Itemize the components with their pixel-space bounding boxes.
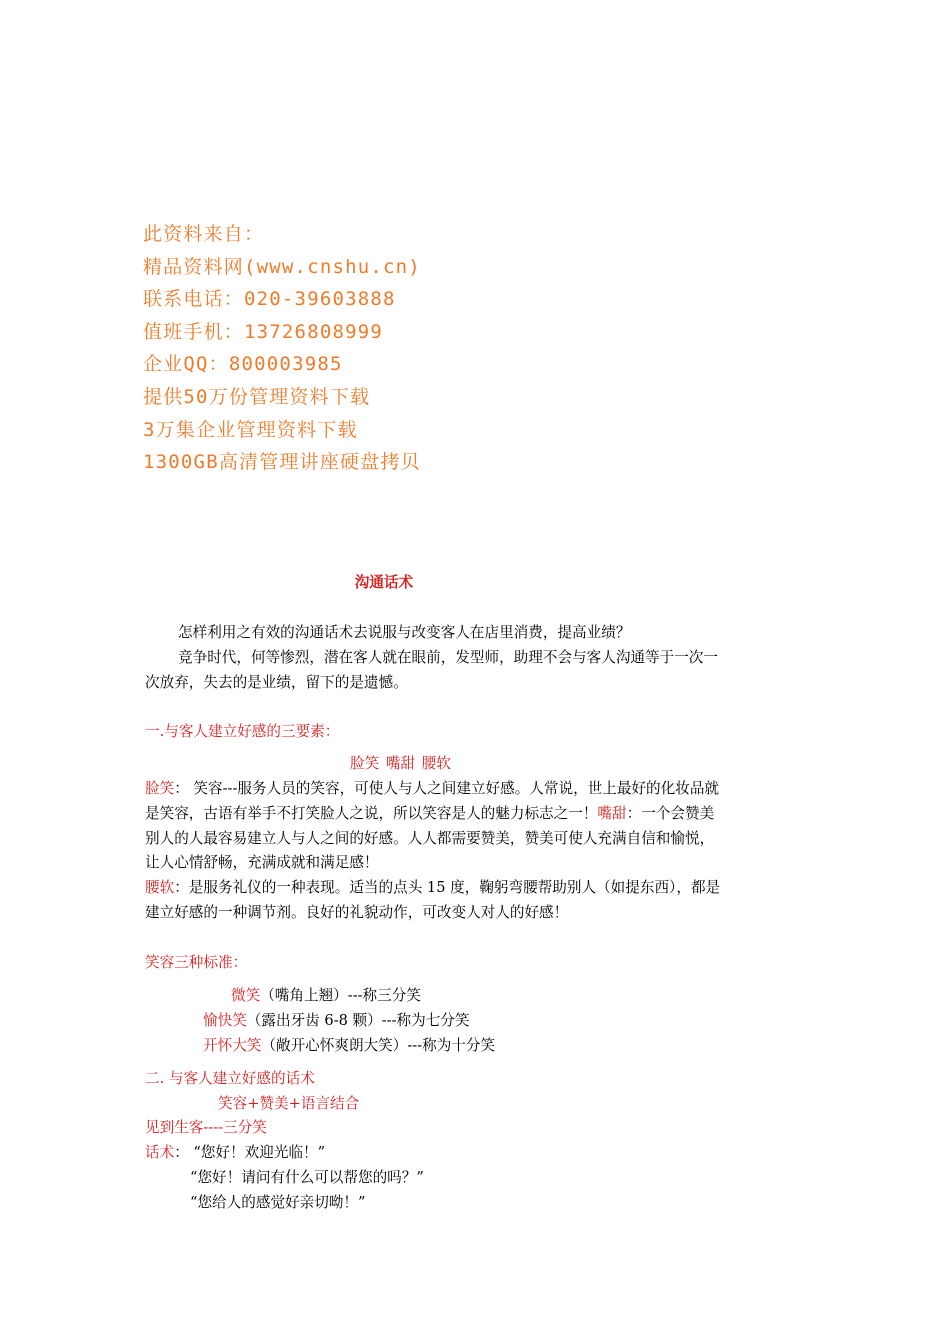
face-text: ： 笑容---服务人员的笑容，可使人与人之间建立好感。人常说，世上最好的化妆品就 [174,780,720,797]
promo-line: 此资料来自： [143,223,265,245]
intro-paragraph-line: 竞争时代，何等惨烈，潜在客人就在眼前，发型师，助理不会与客人沟通等于一次一 [178,649,718,666]
smile-standard-text: （嘴角上翘）---称三分笑 [260,987,421,1004]
promo-line: 3万集企业管理资料下载 [143,418,358,441]
stranger-heading: 见到生客----三分笑 [145,1119,267,1136]
waist-paragraph-line [145,876,720,901]
smile-standard-item [203,1009,470,1034]
section2-heading: 二. 与客人建立好感的话术 [145,1070,315,1087]
document-title: 沟通话术 [354,574,414,591]
mouth-label: 嘴甜 [597,805,627,822]
promo-line: 值班手机：13726808999 [143,320,384,343]
three-elements: 脸笑 嘴甜 腰软 [350,755,451,772]
waist-text: ：是服务礼仪的一种表现。适当的点头 15 度，鞠躬弯腰帮助别人（如提东西），都是 [174,879,721,896]
smile-standard-text: （敞开心怀爽朗大笑）---称为十分笑 [261,1037,496,1054]
mouth-paragraph-line: 让人心情舒畅，充满成就和满足感！ [145,854,379,871]
smile-standard-item [203,1034,495,1059]
intro-paragraph-line: 次放弃，失去的是业绩，留下的是遗憾。 [145,674,408,691]
script-line: “您好！请问有什么可以帮您的吗？” [190,1169,424,1186]
mouth-paragraph-line: 别人的人最容易建立人与人之间的好感。人人都需要赞美，赞美可使人充满自信和愉悦， [145,830,715,847]
script-line: “您给人的感觉好亲切呦！” [190,1194,366,1211]
promo-line: 联系电话：020-39603888 [143,288,396,311]
waist-paragraph-line: 建立好感的一种调节剂。良好的礼貌动作，可改变人对人的好感！ [145,904,569,921]
intro-question: 怎样利用之有效的沟通话术去说服与改变客人在店里消费，提高业绩？ [178,624,631,641]
promo-line: 1300GB高清管理讲座硬盘拷贝 [143,451,421,474]
script-text: ： “您好！欢迎光临！” [174,1144,326,1161]
promo-line: 精品资料网(www.cnshu.cn) [143,255,421,278]
section1-heading: 一.与客人建立好感的三要素： [145,723,340,740]
smile-standards-heading: 笑容三种标准： [145,954,248,971]
script-label: 话术 [145,1144,175,1161]
face-label: 脸笑 [145,780,175,797]
section2-subheading: 笑容+赞美+语言结合 [218,1095,360,1112]
smile-standard-label: 愉快笑 [203,1012,247,1029]
promo-line: 提供50万份管理资料下载 [143,385,371,408]
promo-line: 企业QQ：800003985 [143,353,343,376]
smile-standard-item [231,984,421,1009]
waist-label: 腰软 [145,879,175,896]
smile-standard-label: 微笑 [231,987,261,1004]
face-text: 是笑容，古语有举手不打笑脸人之说，所以笑容是人的魅力标志之一！ [145,805,598,822]
mouth-text: ：一个会赞美 [626,805,715,822]
script-line [145,1141,325,1166]
smile-standard-text: （露出牙齿 6-8 颗）---称为七分笑 [246,1012,470,1029]
promo-block [143,218,703,479]
face-paragraph-line [145,802,714,827]
smile-standard-label: 开怀大笑 [203,1037,262,1054]
face-paragraph-line [145,777,719,802]
